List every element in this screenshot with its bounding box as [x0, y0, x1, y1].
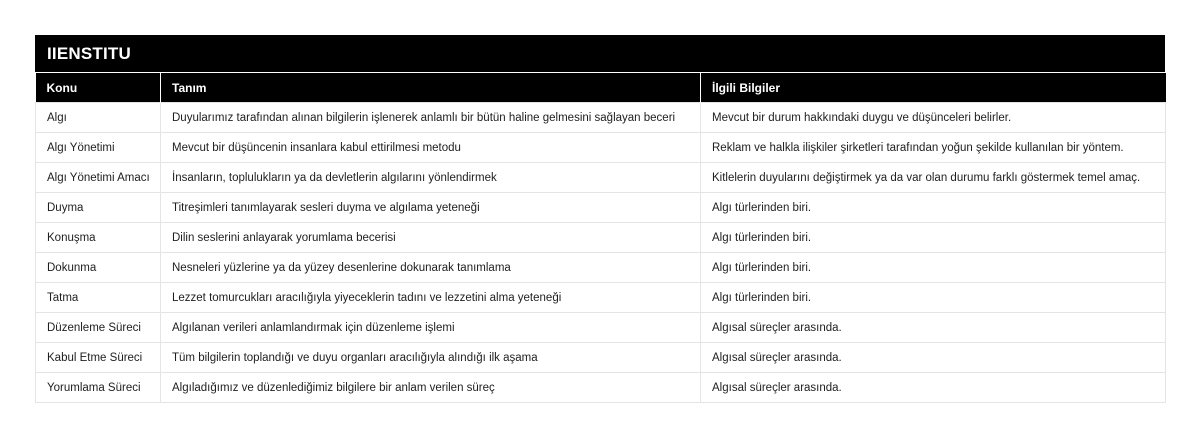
cell-ilgili-bilgiler: Algısal süreçler arasında. [701, 313, 1166, 343]
cell-tanim: Algıladığımız ve düzenlediğimiz bilgilere bir anlam verilen süreç [161, 373, 701, 403]
table-row [36, 193, 1166, 223]
cell-tanim: Duyularımız tarafından alınan bilgilerin işlenerek anlamlı bir bütün haline gelmesini sağlayan beceri [161, 103, 701, 133]
cell-ilgili-bilgiler: Algı türlerinden biri. [701, 223, 1166, 253]
brand-header: IIENSTITU [35, 35, 1165, 72]
column-header-konu: Konu [36, 73, 161, 103]
cell-ilgili-bilgiler: Mevcut bir durum hakkındaki duygu ve düşünceleri belirler. [701, 103, 1166, 133]
table-row [36, 313, 1166, 343]
table-row [36, 343, 1166, 373]
cell-ilgili-bilgiler: Reklam ve halkla ilişkiler şirketleri tarafından yoğun şekilde kullanılan bir yöntem. [701, 133, 1166, 163]
cell-tanim: Titreşimleri tanımlayarak sesleri duyma ve algılama yeteneği [161, 193, 701, 223]
cell-ilgili-bilgiler: Algısal süreçler arasında. [701, 343, 1166, 373]
table-container [35, 35, 1165, 403]
table-row [36, 253, 1166, 283]
cell-tanim: Mevcut bir düşüncenin insanlara kabul ettirilmesi metodu [161, 133, 701, 163]
table-row [36, 103, 1166, 133]
data-table [35, 72, 1166, 403]
header-row [36, 73, 1166, 103]
cell-tanim: Lezzet tomurcukları aracılığıyla yiyeceklerin tadını ve lezzetini alma yeteneği [161, 283, 701, 313]
cell-ilgili-bilgiler: Algı türlerinden biri. [701, 193, 1166, 223]
cell-konu: Yorumlama Süreci [36, 373, 161, 403]
cell-ilgili-bilgiler: Algısal süreçler arasında. [701, 373, 1166, 403]
cell-ilgili-bilgiler: Algı türlerinden biri. [701, 283, 1166, 313]
cell-konu: Dokunma [36, 253, 161, 283]
cell-tanim: İnsanların, toplulukların ya da devletlerin algılarını yönlendirmek [161, 163, 701, 193]
cell-konu: Tatma [36, 283, 161, 313]
table-row [36, 163, 1166, 193]
cell-ilgili-bilgiler: Algı türlerinden biri. [701, 253, 1166, 283]
table-row [36, 223, 1166, 253]
table-row [36, 133, 1166, 163]
column-header-tanim: Tanım [161, 73, 701, 103]
column-header-ilgili-bilgiler: İlgili Bilgiler [701, 73, 1166, 103]
cell-konu: Algı Yönetimi Amacı [36, 163, 161, 193]
cell-konu: Algı [36, 103, 161, 133]
table-row [36, 373, 1166, 403]
cell-tanim: Algılanan verileri anlamlandırmak için düzenleme işlemi [161, 313, 701, 343]
cell-tanim: Dilin seslerini anlayarak yorumlama becerisi [161, 223, 701, 253]
cell-tanim: Tüm bilgilerin toplandığı ve duyu organları aracılığıyla alındığı ilk aşama [161, 343, 701, 373]
cell-konu: Konuşma [36, 223, 161, 253]
cell-konu: Kabul Etme Süreci [36, 343, 161, 373]
cell-konu: Algı Yönetimi [36, 133, 161, 163]
table-row [36, 283, 1166, 313]
cell-konu: Düzenleme Süreci [36, 313, 161, 343]
cell-ilgili-bilgiler: Kitlelerin duyularını değiştirmek ya da var olan durumu farklı göstermek temel amaç. [701, 163, 1166, 193]
cell-tanim: Nesneleri yüzlerine ya da yüzey desenlerine dokunarak tanımlama [161, 253, 701, 283]
cell-konu: Duyma [36, 193, 161, 223]
